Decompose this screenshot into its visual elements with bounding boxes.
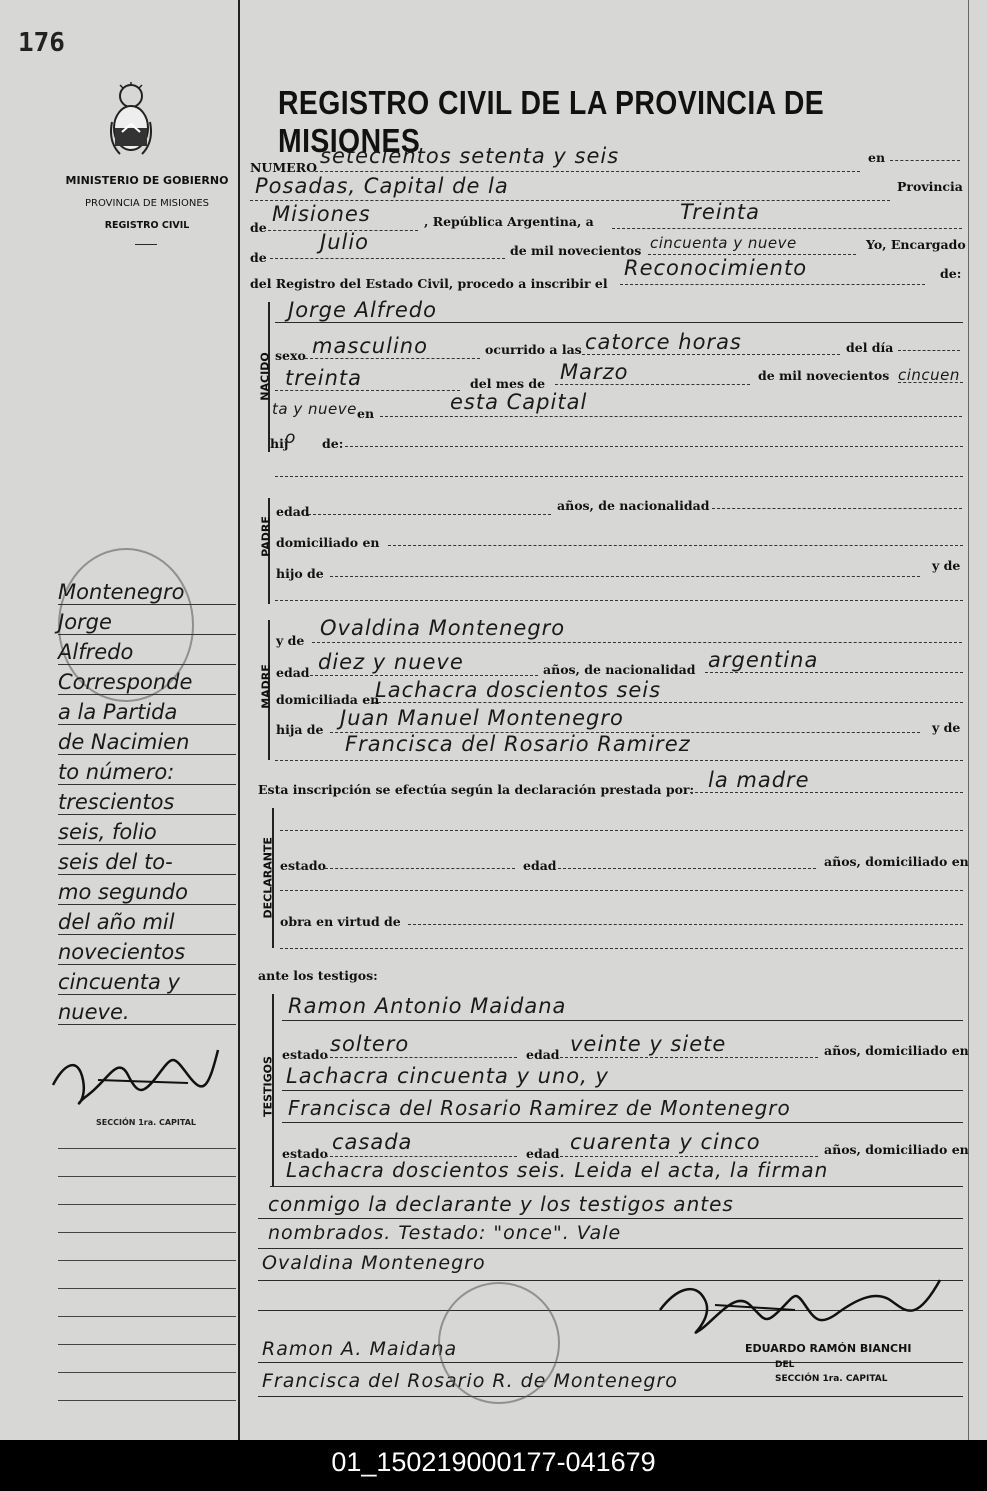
label-mil-nov: de mil novecientos xyxy=(510,243,642,258)
margin-note-line: nueve. xyxy=(58,1000,236,1025)
ministry-divider xyxy=(135,244,157,245)
registrar-signature-icon xyxy=(655,1270,945,1350)
margin-rule-line xyxy=(58,1232,236,1233)
label-anios-dom: años, domiciliado en xyxy=(824,854,969,869)
label-edad2: edad xyxy=(276,665,310,680)
line xyxy=(270,258,505,259)
line xyxy=(275,760,963,761)
margin-rule-line xyxy=(58,1176,236,1177)
hw-firma2: Ramon A. Maidana xyxy=(262,1338,458,1360)
label-yo-encargado: Yo, Encargado xyxy=(866,237,966,252)
hw-hora: catorce horas xyxy=(585,330,742,354)
line xyxy=(282,1090,963,1091)
line xyxy=(282,1020,963,1021)
margin-note-line: Corresponde xyxy=(58,670,236,695)
label-domiciliada: domiciliada en xyxy=(276,692,380,707)
hw-madre-madre: Francisca del Rosario Ramirez xyxy=(345,732,691,756)
line xyxy=(280,890,963,891)
line xyxy=(690,792,963,793)
line xyxy=(258,1362,963,1363)
hw-firma1: Ovaldina Montenegro xyxy=(262,1252,486,1274)
label-edad4: edad xyxy=(526,1047,560,1062)
line xyxy=(325,1057,517,1058)
margin-rule-line xyxy=(58,1148,236,1149)
margin-note-line: Alfredo xyxy=(58,640,236,665)
line xyxy=(582,354,840,355)
label-estado3: estado xyxy=(282,1146,328,1161)
line xyxy=(898,382,963,383)
hw-cierre2: conmigo la declarante y los testigos antes xyxy=(268,1192,734,1216)
hw-lugar-nac: esta Capital xyxy=(450,390,588,414)
hw-madre-nombre: Ovaldina Montenegro xyxy=(320,616,566,640)
hw-testigo2-edad: cuarenta y cinco xyxy=(570,1130,761,1154)
label-anios-dom2: años, domiciliado en xyxy=(824,1043,969,1058)
label-numero: NUMERO xyxy=(250,160,317,175)
label-obra: obra en virtud de xyxy=(280,914,401,929)
hw-cierre1: Lachacra doscientos seis. Leida el acta, la firman xyxy=(286,1158,829,1182)
seal-stamp-icon xyxy=(438,1282,560,1404)
line xyxy=(315,171,860,172)
hw-dia-nac: treinta xyxy=(285,366,363,390)
label-testigos: TESTIGOS xyxy=(261,1056,275,1117)
margin-rule-line xyxy=(58,1204,236,1205)
line xyxy=(648,254,856,255)
line xyxy=(275,600,963,601)
margin-signature-icon xyxy=(48,1035,238,1115)
label-anios-dom3: años, domiciliado en xyxy=(824,1142,969,1157)
hw-sexo: masculino xyxy=(312,334,428,358)
footer-id: 01_150219000177-041679 xyxy=(0,1440,987,1491)
label-de2: de xyxy=(250,250,267,265)
line xyxy=(620,284,925,285)
label-de3: de: xyxy=(940,266,962,281)
line xyxy=(275,476,963,477)
coat-of-arms-icon xyxy=(108,82,154,160)
line xyxy=(558,868,816,869)
hw-testigo2-estado: casada xyxy=(332,1130,413,1154)
margin-note-line: mo segundo xyxy=(58,880,236,905)
line xyxy=(612,228,962,229)
line xyxy=(280,948,963,949)
line xyxy=(890,160,960,161)
hw-madre-edad: diez y nueve xyxy=(318,650,464,674)
label-edad: edad xyxy=(276,504,310,519)
label-declarante: DECLARANTE xyxy=(261,837,275,919)
line xyxy=(388,545,963,546)
label-registro: del Registro del Estado Civil, procedo a inscribir el xyxy=(250,276,608,291)
line xyxy=(898,350,960,351)
hw-testigo1-nombre: Ramon Antonio Maidana xyxy=(288,994,567,1018)
line xyxy=(330,576,920,577)
line xyxy=(712,508,962,509)
hw-madre-dom: Lachacra doscientos seis xyxy=(375,678,662,702)
officer-stamp-section: SECCIÓN 1ra. CAPITAL xyxy=(775,1374,888,1384)
line xyxy=(305,358,480,359)
label-y-de2: y de xyxy=(276,633,305,648)
margin-note-line: novecientos xyxy=(58,940,236,965)
margin-rule-line xyxy=(58,1316,236,1317)
label-mil-nov2: de mil novecientos xyxy=(758,368,890,383)
ministry-province: PROVINCIA DE MISIONES xyxy=(85,198,209,209)
line xyxy=(310,675,538,676)
label-madre: MADRE xyxy=(259,664,273,709)
line xyxy=(258,1396,963,1397)
line xyxy=(705,672,963,673)
line xyxy=(560,1156,818,1157)
ministry-name: MINISTERIO DE GOBIERNO xyxy=(65,174,229,187)
margin-rule-line xyxy=(58,1400,236,1401)
document-title: REGISTRO CIVIL DE LA PROVINCIA DE MISIONES xyxy=(278,84,825,159)
line xyxy=(282,1122,963,1123)
line xyxy=(270,1186,963,1187)
label-de4: de: xyxy=(322,436,344,451)
line xyxy=(345,446,963,447)
line xyxy=(275,322,963,323)
label-padre: PADRE xyxy=(259,516,273,557)
officer-stamp-name: EDUARDO RAMÓN BIANCHI xyxy=(745,1342,912,1355)
page-number: 176 xyxy=(18,28,65,58)
line xyxy=(325,1156,517,1157)
hw-mes: Julio xyxy=(320,230,370,254)
ministry-office: REGISTRO CIVIL xyxy=(104,220,190,231)
line xyxy=(280,830,963,831)
line xyxy=(560,1057,818,1058)
hw-madre-padre: Juan Manuel Montenegro xyxy=(340,706,624,730)
line xyxy=(258,1218,963,1219)
label-en: en xyxy=(868,150,886,165)
label-domiciliado: domiciliado en xyxy=(276,535,380,550)
line xyxy=(308,514,551,515)
label-republica: , República Argentina, a xyxy=(424,214,594,229)
hw-numero: setecientos setenta y seis xyxy=(320,144,620,168)
margin-note-line: cincuenta y xyxy=(58,970,236,995)
hw-acto: Reconocimiento xyxy=(624,256,808,280)
label-de: de xyxy=(250,220,267,235)
hw-testigo1-estado: soltero xyxy=(330,1032,410,1056)
margin-note-line: seis del to- xyxy=(58,850,236,875)
margin-note-line: trescientos xyxy=(58,790,236,815)
label-edad3: edad xyxy=(523,858,557,873)
margin-note-line: to número: xyxy=(58,760,236,785)
label-inscripcion: Esta inscripción se efectúa según la declaración prestada por: xyxy=(258,782,695,797)
line xyxy=(408,924,963,925)
margin-rule-line xyxy=(58,1372,236,1373)
label-edad5: edad xyxy=(526,1146,560,1161)
label-y-de: y de xyxy=(932,558,961,573)
label-provincia: Provincia xyxy=(897,179,963,194)
line xyxy=(312,642,962,643)
margin-rule-line xyxy=(58,1344,236,1345)
label-hija-de: hija de xyxy=(276,722,324,737)
label-nacido: NACIDO xyxy=(258,352,272,401)
label-hijo: hij xyxy=(270,436,289,451)
label-en2: en xyxy=(357,406,375,421)
label-sexo: sexo xyxy=(275,348,306,363)
hw-cierre3: nombrados. Testado: "once". Vale xyxy=(268,1222,622,1244)
label-anios-nac: años, de nacionalidad xyxy=(557,498,710,513)
margin-note-line: a la Partida xyxy=(58,700,236,725)
hw-madre-nac: argentina xyxy=(708,648,819,672)
line xyxy=(325,868,515,869)
margin-rule-line xyxy=(58,1260,236,1261)
hw-testigo1-edad: veinte y siete xyxy=(570,1032,727,1056)
hw-anio-nac1: cincuen xyxy=(898,366,960,384)
hw-testigo2-nombre: Francisca del Rosario Ramirez de Montenegro xyxy=(288,1096,791,1120)
label-del-dia: del día xyxy=(846,340,894,355)
label-del-mes: del mes de xyxy=(470,376,546,391)
left-stamp-section: SECCIÓN 1ra. CAPITAL xyxy=(96,1118,196,1127)
hw-anio: cincuenta y nueve xyxy=(650,234,797,252)
hw-nombre: Jorge Alfredo xyxy=(288,298,437,322)
margin-note-line: Montenegro xyxy=(58,580,236,605)
margin-note-line: del año mil xyxy=(58,910,236,935)
line xyxy=(275,390,460,391)
margin-note-line: seis, folio xyxy=(58,820,236,845)
hw-declarante: la madre xyxy=(708,768,810,792)
label-estado: estado xyxy=(280,858,326,873)
hw-firma3: Francisca del Rosario R. de Montenegro xyxy=(262,1370,678,1392)
hw-lugar: Posadas, Capital de la xyxy=(255,174,509,198)
label-anios-nac2: años, de nacionalidad xyxy=(543,662,696,677)
label-ante: ante los testigos: xyxy=(258,968,378,983)
line xyxy=(555,384,750,385)
right-edge xyxy=(968,0,969,1440)
hw-testigo1-dom: Lachacra cincuenta y uno, y xyxy=(286,1064,609,1088)
label-y-de3: y de xyxy=(932,720,961,735)
line xyxy=(250,200,890,201)
label-ocurrido: ocurrido a las xyxy=(485,342,582,357)
label-estado2: estado xyxy=(282,1047,328,1062)
line xyxy=(373,702,963,703)
hw-dia: Treinta xyxy=(680,200,760,224)
line xyxy=(380,416,962,417)
label-hijo-de: hijo de xyxy=(276,566,324,581)
hw-mes-nac: Marzo xyxy=(560,360,629,384)
hw-anio-nac2: ta y nueve xyxy=(272,400,357,418)
officer-stamp-line2: DEL xyxy=(775,1360,795,1370)
margin-rule-line xyxy=(58,1288,236,1289)
margin-line xyxy=(238,0,240,1440)
margin-note-line: Jorge xyxy=(58,610,236,635)
hw-provincia: Misiones xyxy=(272,202,371,226)
hw-hijo-o: o xyxy=(285,428,297,448)
margin-note-line: de Nacimien xyxy=(58,730,236,755)
line xyxy=(258,1248,963,1249)
